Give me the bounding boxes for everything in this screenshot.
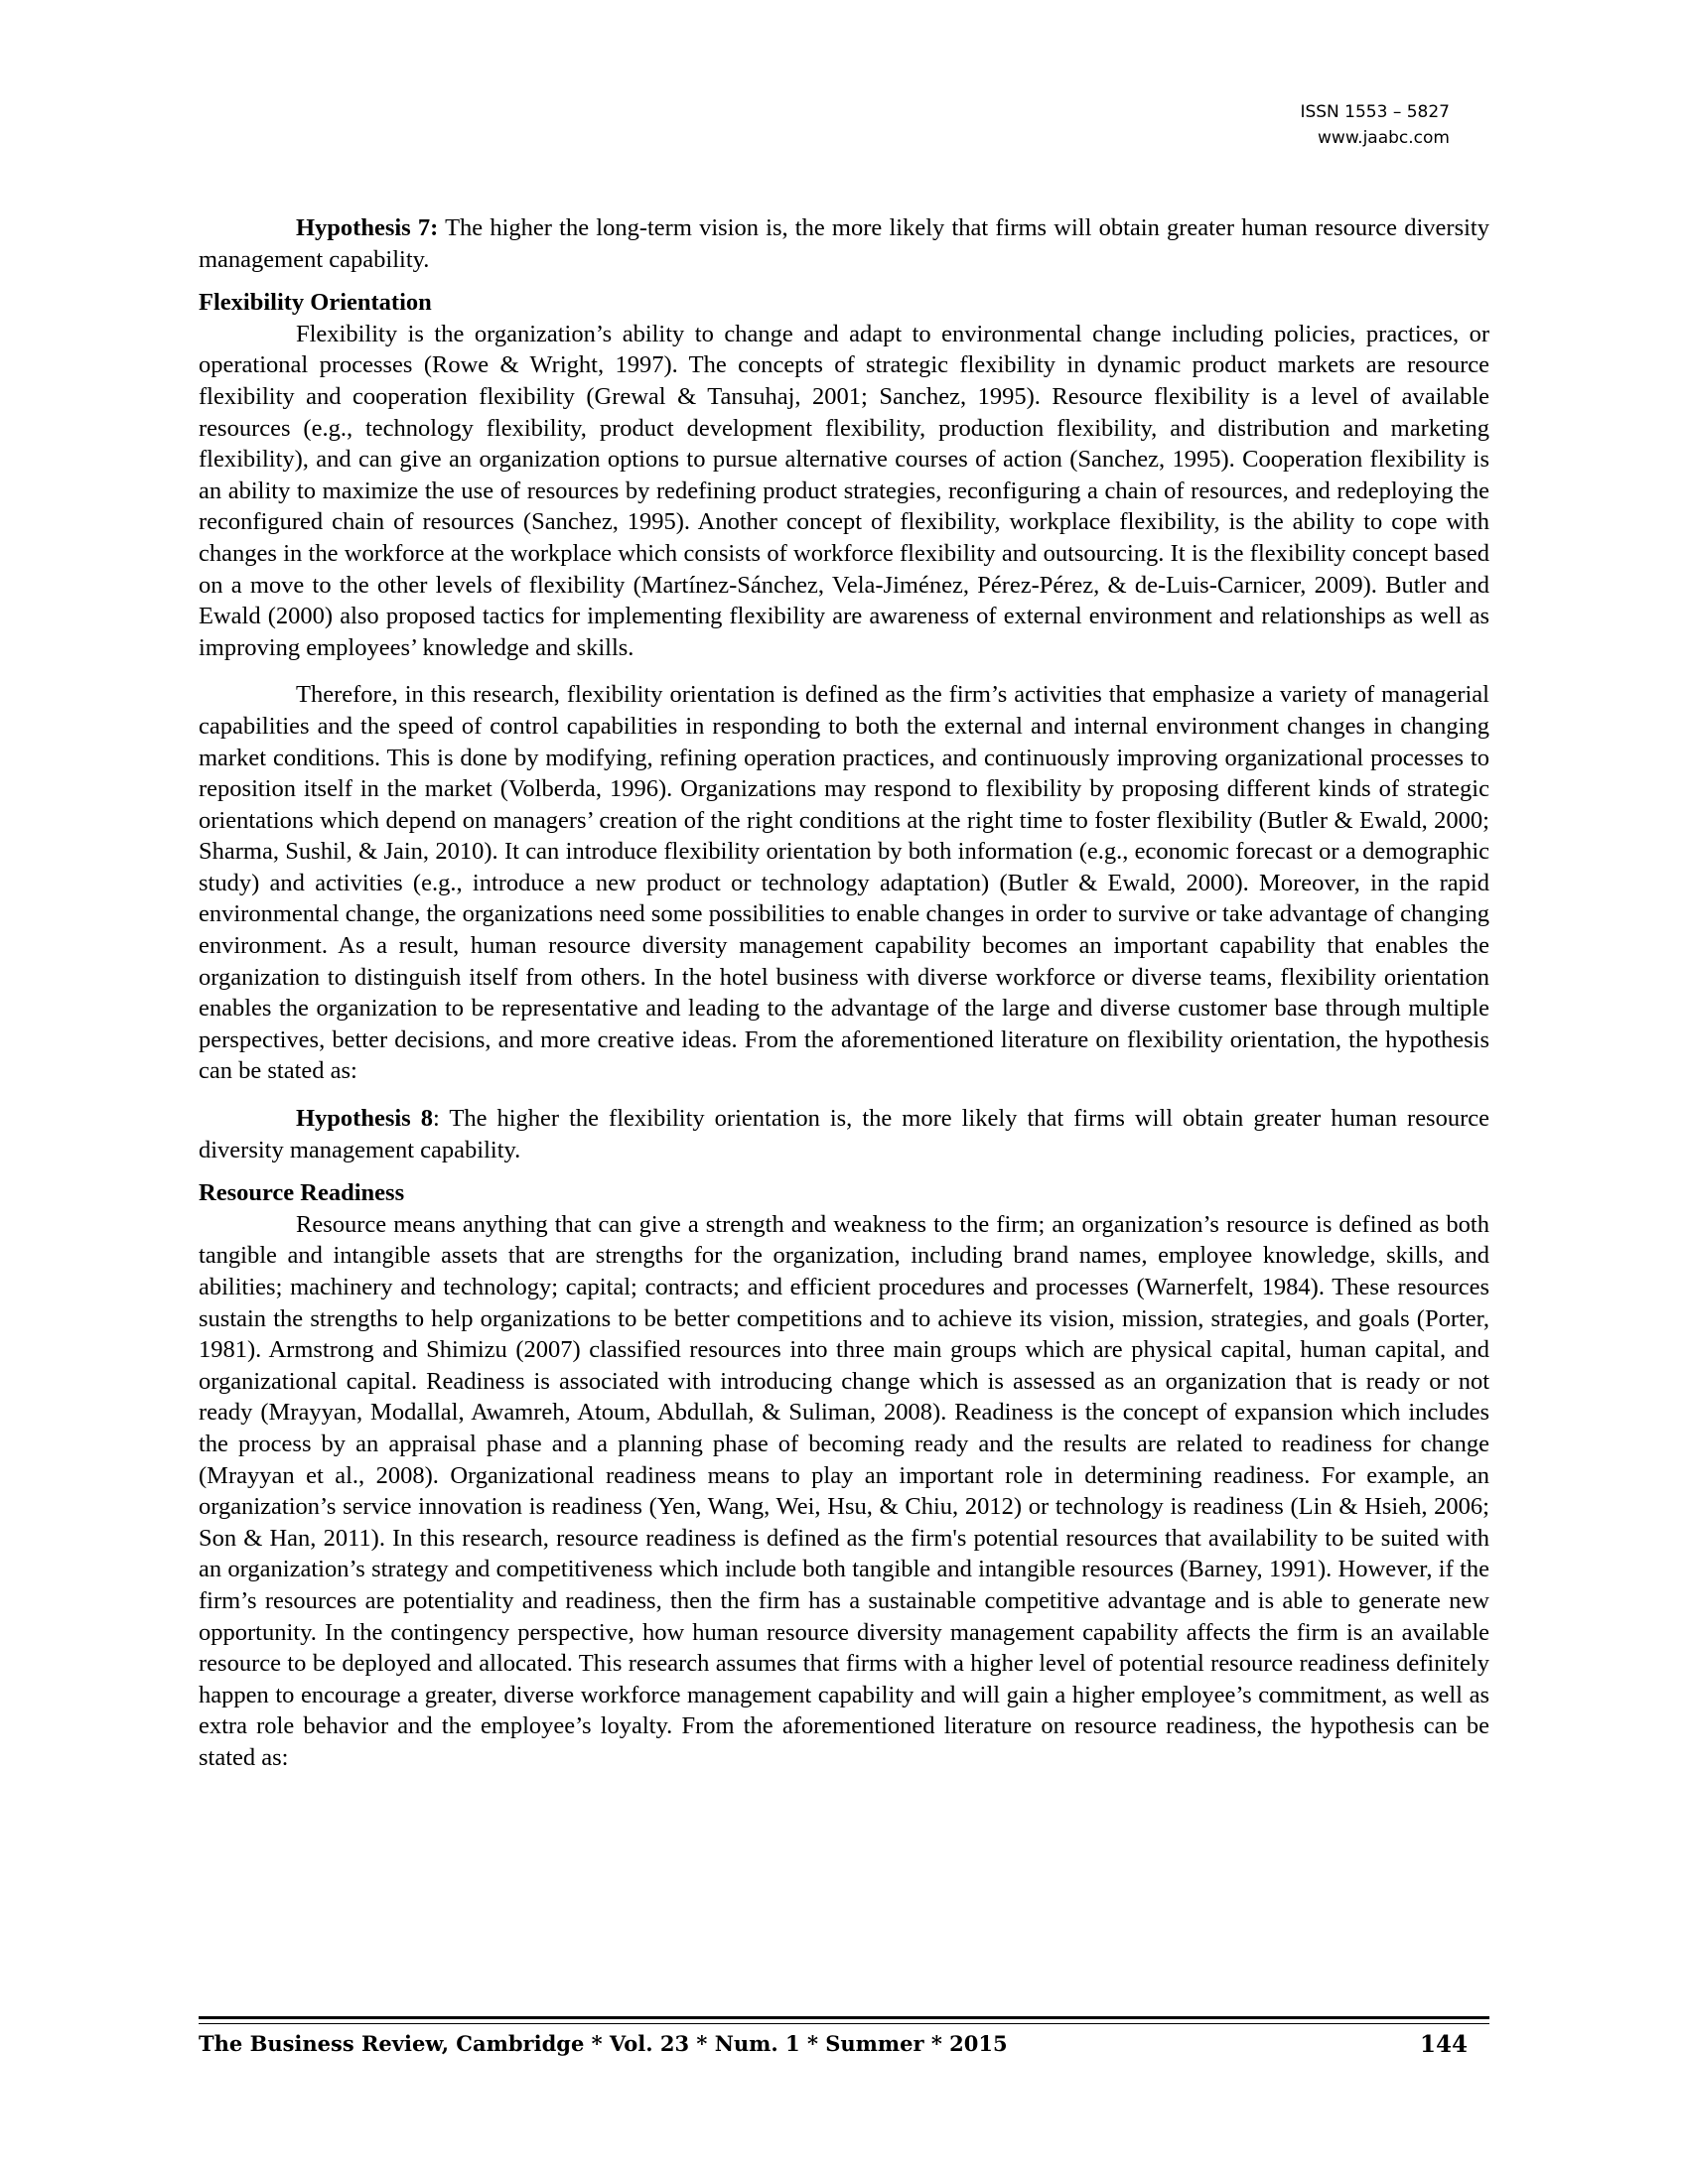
footer-rule bbox=[199, 2016, 1489, 2024]
section-heading-flexibility: Flexibility Orientation bbox=[199, 289, 432, 317]
article-body bbox=[199, 212, 1489, 1774]
flexibility-paragraph-2: Therefore, in this research, flexibility orientation is defined as the firm’s activities that emphasize a variety of managerial capabilities and the speed of control capabilities in responding to both the external and internal environment changes in changing market conditions. This is done by modifying, refining operation practices, and continuously improving organizational processes to reposition itself in the market (Volberda, 1996). Organizations may respond to flexibility by proposing different kinds of strategic orientations which depend on managers’ creation of the right conditions at the right time to foster flexibility (Butler & Ewald, 2000; Sharma, Sushil, & Jain, 2010). It can introduce flexibility orientation by both information (e.g., economic forecast or a demographic study) and activities (e.g., introduce a new product or technology adaptation) (Butler & Ewald, 2000). Moreover, in the rapid environmental change, the organizations need some possibilities to enable changes in order to survive or take advantage of changing environment. As a result, human resource diversity management capability becomes an important capability that enables the organization to distinguish itself from others. In the hotel business with diverse workforce or diverse teams, flexibility orientation enables the organization to be representative and leading to the advantage of the large and diverse customer base through multiple perspectives, better decisions, and more creative ideas. From the aforementioned literature on flexibility orientation, the hypothesis can be stated as: bbox=[199, 681, 1489, 1085]
website-text: www.jaabc.com bbox=[1318, 128, 1450, 148]
journal-citation: The Business Review, Cambridge * Vol. 23 * Num. 1 * Summer * 2015 bbox=[199, 2031, 1008, 2056]
issn-text: ISSN 1553 – 5827 bbox=[1300, 102, 1450, 122]
flexibility-paragraph-1: Flexibility is the organization’s ability to change and adapt to environmental change including policies, practices, or operational processes (Rowe & Wright, 1997). The concepts of strategic flexibility in dynamic product markets are resource flexibility and cooperation flexibility (Grewal & Tansuhaj, 2001; Sanchez, 1995). Resource flexibility is a level of available resources (e.g., technology flexibility, product development flexibility, production flexibility, and distribution and marketing flexibility), and can give an organization options to pursue alternative courses of action (Sanchez, 1995). Cooperation flexibility is an ability to maximize the use of resources by redefining product strategies, reconfiguring a chain of resources, and redeploying the reconfigured chain of resources (Sanchez, 1995). Another concept of flexibility, workplace flexibility, is the ability to cope with changes in the workforce at the workplace which consists of workforce flexibility and outsourcing. It is the flexibility concept based on a move to the other levels of flexibility (Martínez-Sánchez, Vela-Jiménez, Pérez-Pérez, & de-Luis-Carnicer, 2009). Butler and Ewald (2000) also proposed tactics for implementing flexibility are awareness of external environment and relationships as well as improving employees’ knowledge and skills. bbox=[199, 320, 1489, 661]
section-heading-resource-readiness: Resource Readiness bbox=[199, 1179, 405, 1207]
page-footer bbox=[199, 2031, 1489, 2071]
hypothesis-8-label: Hypothesis 8 bbox=[296, 1105, 433, 1133]
hypothesis-8 bbox=[199, 1103, 1489, 1165]
resource-paragraph-1: Resource means anything that can give a strength and weakness to the firm; an organization’s resource is defined as both tangible and intangible assets that are strengths for the organization, including brand names, employee knowledge, skills, and abilities; machinery and technology; capital; contracts; and efficient procedures and processes (Warnerfelt, 1984). These resources sustain the strengths to help organizations to be better competitions and to achieve its vision, mission, strategies, and goals (Porter, 1981). Armstrong and Shimizu (2007) classified resources into three main groups which are physical capital, human capital, and organizational capital. Readiness is associated with introducing change which is assessed as an organization that is ready or not ready (Mrayyan, Modallal, Awamreh, Atoum, Abdullah, & Suliman, 2008). Readiness is the concept of expansion which includes the process by an appraisal phase and a planning phase of becoming ready and the results are related to readiness for change (Mrayyan et al., 2008). Organizational readiness means to play an important role in determining readiness. For example, an organization’s service innovation is readiness (Yen, Wang, Wei, Hsu, & Chiu, 2012) or technology is readiness (Lin & Hsieh, 2006; Son & Han, 2011). In this research, resource readiness is defined as the firm's potential resources that availability to be suited with an organization’s strategy and competitiveness which include both tangible and intangible resources (Barney, 1991). However, if the firm’s resources are potentiality and readiness, then the firm has a sustainable competitive advantage and is able to generate new opportunity. In the contingency perspective, how human resource diversity management capability affects the firm is an available resource to be deployed and allocated. This research assumes that firms with a higher level of potential resource readiness definitely happen to encourage a greater, diverse workforce management capability and will gain a higher employee’s commitment, as well as extra role behavior and the employee’s loyalty. From the aforementioned literature on resource readiness, the hypothesis can be stated as: bbox=[199, 1210, 1489, 1771]
hypothesis-8-text: : The higher the flexibility orientation is, the more likely that firms will obtain greater human resource diversity management capability. bbox=[199, 1105, 1490, 1163]
page-number: 144 bbox=[1419, 2031, 1468, 2058]
hypothesis-7-label: Hypothesis 7: bbox=[296, 214, 439, 241]
hypothesis-7-text: The higher the long-term vision is, the more likely that firms will obtain greater human resource diversity management capability. bbox=[199, 214, 1489, 273]
page-header bbox=[1152, 99, 1450, 151]
hypothesis-7 bbox=[199, 212, 1489, 275]
